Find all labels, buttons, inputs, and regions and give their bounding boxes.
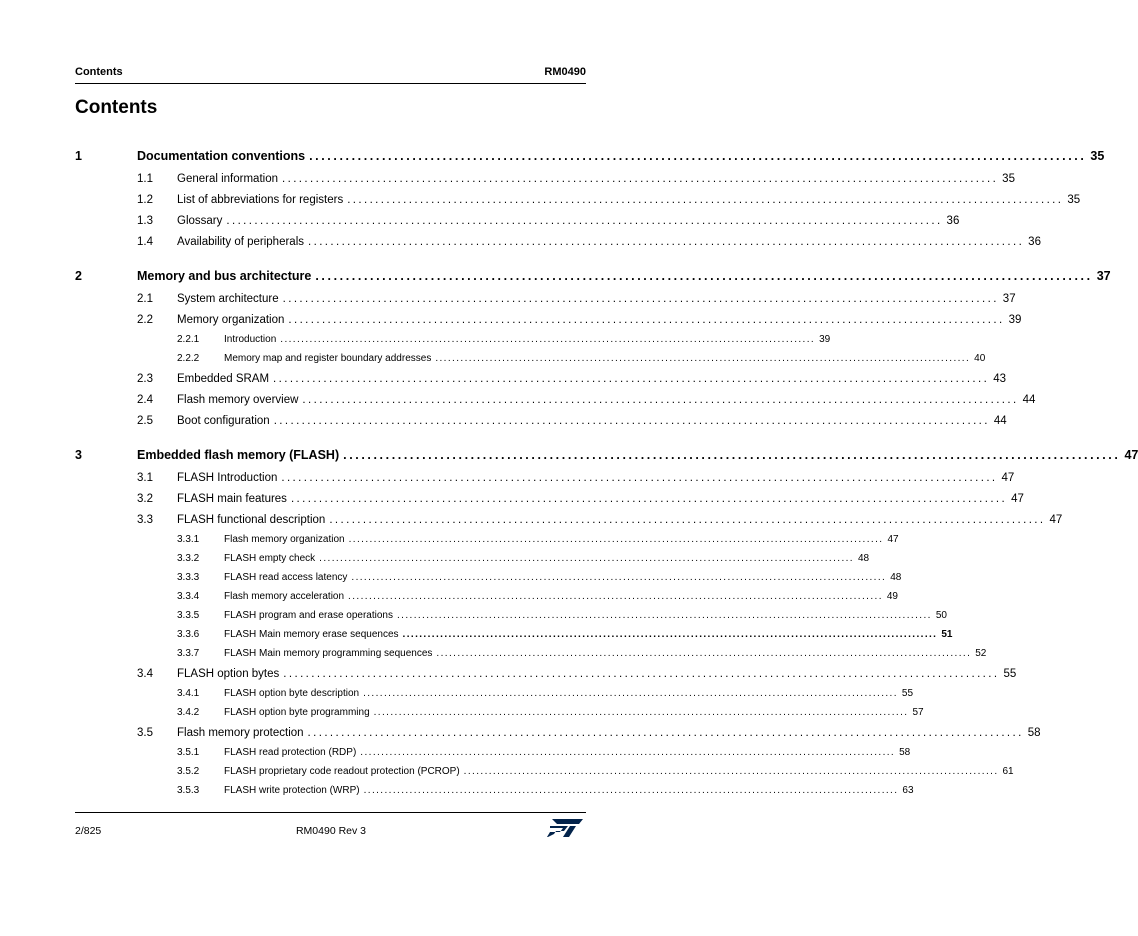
toc-leader-dots: ................................................................................................................................ xyxy=(282,293,999,305)
toc-entry-title[interactable]: Memory and bus architecture xyxy=(137,269,312,283)
toc-entry-page[interactable]: 48 xyxy=(890,572,902,583)
toc-entry-title-line xyxy=(224,332,831,348)
toc-entry[interactable] xyxy=(0,745,911,761)
toc-entry-title-line xyxy=(177,371,1007,387)
toc-leader-dots: ................................................................................................................................ xyxy=(402,629,938,640)
toc-entry-number: 3.3.4 xyxy=(177,591,200,602)
toc-entry-page[interactable]: 49 xyxy=(886,591,898,602)
toc-entry-page[interactable]: 43 xyxy=(993,373,1007,385)
page-number: 2/825 xyxy=(75,825,102,837)
toc-entry[interactable] xyxy=(0,351,986,367)
toc-entry-number: 3.3.7 xyxy=(177,648,200,659)
toc-entry-page[interactable]: 58 xyxy=(899,747,911,758)
toc-entry[interactable] xyxy=(0,413,1007,429)
toc-entry[interactable] xyxy=(0,171,1015,187)
toc-entry-number: 3.5 xyxy=(137,727,153,739)
toc-entry-page[interactable]: 55 xyxy=(901,688,914,699)
toc-entry-page[interactable]: 57 xyxy=(912,707,924,718)
toc-entry-title-line xyxy=(177,171,1015,187)
toc-entry-title[interactable]: FLASH Main memory erase sequences xyxy=(224,629,399,640)
toc-entry-page[interactable]: 63 xyxy=(902,785,914,796)
toc-entry[interactable] xyxy=(0,589,898,605)
toc-entry-title-line xyxy=(177,312,1022,328)
toc-entry[interactable] xyxy=(0,646,987,662)
toc-entry-title-line xyxy=(137,148,1105,164)
st-logo-text: ST xyxy=(546,818,548,819)
toc-entry-title-line xyxy=(224,570,902,586)
toc-entry-number: 3.4.2 xyxy=(177,707,200,718)
toc-entry-page[interactable]: 35 xyxy=(1067,194,1081,206)
toc-entry-number: 3 xyxy=(75,448,82,462)
toc-entry-title-line xyxy=(177,392,1036,408)
toc-entry-page[interactable]: 58 xyxy=(1027,727,1041,739)
toc-entry-title-line xyxy=(224,745,911,761)
toc-entry-title-line xyxy=(224,608,947,624)
toc-entry-number: 2.5 xyxy=(137,415,153,427)
toc-leader-dots: ................................................................................................................................ xyxy=(343,448,1121,462)
toc-leader-dots: ................................................................................................................................ xyxy=(315,269,1093,283)
toc-entry-number: 3.2 xyxy=(137,493,153,505)
toc-entry-page[interactable]: 47 xyxy=(1049,514,1063,526)
toc-entry[interactable] xyxy=(0,470,1015,486)
toc-entry-title-line xyxy=(177,512,1063,528)
toc-entry-number: 3.5.3 xyxy=(177,785,200,796)
toc-entry-number: 1.1 xyxy=(137,173,153,185)
toc-entry-title[interactable]: FLASH option byte programming xyxy=(224,707,370,718)
toc-entry-number: 3.3 xyxy=(137,514,153,526)
toc-entry-title-line xyxy=(177,470,1015,486)
toc-entry[interactable] xyxy=(0,268,1111,284)
toc-entry-title[interactable]: FLASH read protection (RDP) xyxy=(224,747,357,758)
toc-leader-dots: ................................................................................................................................ xyxy=(329,514,1046,526)
toc-entry-page[interactable]: 40 xyxy=(974,353,986,364)
toc-entry-number: 2 xyxy=(75,269,82,283)
toc-leader-dots: ................................................................................................................................ xyxy=(360,747,896,758)
toc-entry-title[interactable]: Embedded SRAM xyxy=(177,373,270,385)
toc-entry[interactable] xyxy=(0,705,924,721)
page-title: Contents xyxy=(75,97,158,118)
header-rule xyxy=(75,83,586,84)
toc-entry-page[interactable]: 47 xyxy=(1011,493,1024,505)
toc-entry[interactable] xyxy=(0,764,1014,780)
toc-leader-dots: ................................................................................................................................ xyxy=(435,353,971,364)
toc-entry[interactable] xyxy=(0,512,1063,528)
toc-entry-title[interactable]: Flash memory overview xyxy=(177,394,299,406)
toc-leader-dots: ................................................................................................................................ xyxy=(288,314,1005,326)
toc-entry-number: 2.2.1 xyxy=(177,334,200,345)
toc-leader-dots: ................................................................................................................................ xyxy=(363,688,898,699)
toc-entry-title-line xyxy=(177,291,1016,307)
toc-entry-number: 2.1 xyxy=(137,293,153,305)
toc-entry-page[interactable]: 37 xyxy=(1002,293,1016,305)
toc-entry-title-line xyxy=(137,447,1138,463)
toc-entry[interactable] xyxy=(0,371,1007,387)
toc-leader-dots: ................................................................................................................................ xyxy=(307,727,1024,739)
toc-entry-title[interactable]: FLASH option bytes xyxy=(177,668,280,680)
toc-entry[interactable] xyxy=(0,148,1105,164)
toc-entry[interactable] xyxy=(0,783,914,799)
toc-entry-number: 3.3.2 xyxy=(177,553,200,564)
toc-entry-title-line xyxy=(177,413,1007,429)
toc-entry-page[interactable]: 37 xyxy=(1096,269,1111,283)
toc-entry-page[interactable]: 55 xyxy=(1003,668,1017,680)
toc-leader-dots: ................................................................................................................................ xyxy=(280,334,816,345)
toc-entry-title[interactable]: FLASH functional description xyxy=(177,514,326,526)
toc-entry-number: 3.4.1 xyxy=(177,688,200,699)
toc-entry-title[interactable]: Embedded flash memory (FLASH) xyxy=(137,448,340,462)
toc-entry-page[interactable]: 50 xyxy=(935,610,947,621)
document-revision: RM0490 Rev 3 xyxy=(295,825,367,837)
toc-entry-number: 2.3 xyxy=(137,373,153,385)
toc-entry-title[interactable]: Memory map and register boundary addresses xyxy=(224,353,432,364)
toc-entry-title[interactable]: FLASH proprietary code readout protection (PCROP) xyxy=(224,766,460,777)
toc-entry-number: 2.2 xyxy=(137,314,153,326)
toc-entry-page[interactable]: 35 xyxy=(1090,149,1105,163)
toc-entry[interactable] xyxy=(0,666,1017,682)
toc-leader-dots: ................................................................................................................................ xyxy=(302,394,1019,406)
toc-entry-title[interactable]: Flash memory acceleration xyxy=(224,591,345,602)
toc-entry-title-line xyxy=(224,551,870,567)
toc-entry[interactable] xyxy=(0,392,1036,408)
toc-entry-number: 3.4 xyxy=(137,668,153,680)
toc-entry-title-line xyxy=(224,627,953,643)
toc-entry-page[interactable]: 61 xyxy=(1002,766,1014,777)
toc-leader-dots: ................................................................................................................................ xyxy=(463,766,999,777)
toc-leader-dots: ................................................................................................................................ xyxy=(351,572,887,583)
st-logo-icon xyxy=(546,818,584,838)
toc-entry[interactable] xyxy=(0,608,947,624)
toc-leader-dots: ................................................................................................................................ xyxy=(348,591,883,602)
toc-entry-number: 3.3.1 xyxy=(177,534,200,545)
toc-leader-dots: ................................................................................................................................ xyxy=(282,173,999,185)
toc-entry-title-line xyxy=(177,666,1017,682)
toc-entry[interactable] xyxy=(0,725,1041,741)
toc-leader-dots: ................................................................................................................................ xyxy=(436,648,972,659)
toc-entry-title-line xyxy=(224,532,899,548)
toc-entry[interactable] xyxy=(0,570,902,586)
toc-leader-dots: ................................................................................................................................ xyxy=(347,194,1064,206)
toc-entry-title-line xyxy=(224,705,924,721)
page-header-left: Contents xyxy=(75,66,123,78)
toc-entry[interactable] xyxy=(0,532,899,548)
page-header-right: RM0490 xyxy=(544,66,586,78)
toc-entry[interactable] xyxy=(0,447,1138,463)
toc-entry-title[interactable]: FLASH read access latency xyxy=(224,572,348,583)
footer-rule xyxy=(75,812,586,813)
toc-entry-title[interactable]: FLASH write protection (WRP) xyxy=(224,785,360,796)
toc-entry[interactable] xyxy=(0,551,870,567)
toc-entry[interactable] xyxy=(0,213,960,229)
toc-entry-title[interactable]: Documentation conventions xyxy=(137,149,306,163)
toc-leader-dots: ................................................................................................................................ xyxy=(363,785,899,796)
toc-entry-number: 1 xyxy=(75,149,82,163)
toc-entry-number: 1.3 xyxy=(137,215,153,227)
toc-entry-page[interactable]: 48 xyxy=(857,553,870,564)
toc-entry[interactable] xyxy=(0,312,1022,328)
toc-entry[interactable] xyxy=(0,291,1016,307)
toc-leader-dots: ................................................................................................................................ xyxy=(290,493,1008,505)
toc-entry-title-line xyxy=(177,213,960,229)
toc-leader-dots: ................................................................................................................................ xyxy=(273,415,990,427)
toc-entry-title[interactable]: Flash memory protection xyxy=(177,727,304,739)
toc-entry-title-line xyxy=(177,491,1024,507)
toc-entry-number: 3.5.1 xyxy=(177,747,200,758)
toc-entry-title-line xyxy=(224,686,914,702)
toc-leader-dots: ................................................................................................................................ xyxy=(281,472,998,484)
toc-entry[interactable] xyxy=(0,332,831,348)
toc-entry-page[interactable]: 39 xyxy=(1008,314,1022,326)
toc-leader-dots: ................................................................................................................................ xyxy=(396,610,932,621)
toc-entry-title[interactable]: FLASH main features xyxy=(177,493,287,505)
toc-entry-number: 3.3.3 xyxy=(177,572,200,583)
toc-entry-page[interactable]: 47 xyxy=(1124,448,1138,462)
toc-entry-number: 1.2 xyxy=(137,194,153,206)
toc-entry-page[interactable]: 35 xyxy=(1002,173,1015,185)
toc-entry-title[interactable]: FLASH Introduction xyxy=(177,472,278,484)
toc-entry-title[interactable]: List of abbreviations for registers xyxy=(177,194,344,206)
toc-leader-dots: ................................................................................................................................ xyxy=(348,534,884,545)
toc-entry-number: 3.1 xyxy=(137,472,153,484)
toc-entry-page[interactable]: 36 xyxy=(946,215,960,227)
toc-entry[interactable] xyxy=(0,686,914,702)
toc-entry-title-line xyxy=(177,192,1081,208)
toc-leader-dots: ................................................................................................................................ xyxy=(319,553,854,564)
toc-leader-dots: ................................................................................................................................ xyxy=(283,668,1000,680)
toc-entry-page[interactable]: 39 xyxy=(819,334,831,345)
toc-entry-title-line xyxy=(177,725,1041,741)
toc-entry-title[interactable]: System architecture xyxy=(177,293,279,305)
toc-entry-title-line xyxy=(177,234,1041,250)
toc-entry[interactable] xyxy=(0,192,1081,208)
toc-entry-title[interactable]: FLASH option byte description xyxy=(224,688,360,699)
toc-entry[interactable] xyxy=(0,491,1024,507)
toc-entry-title[interactable]: FLASH program and erase operations xyxy=(224,610,393,621)
toc-entry-title-line xyxy=(224,783,914,799)
toc-entry-page[interactable]: 44 xyxy=(1022,394,1036,406)
toc-entry[interactable] xyxy=(0,627,953,643)
toc-entry-title[interactable]: Flash memory organization xyxy=(224,534,345,545)
toc-leader-dots: ................................................................................................................................ xyxy=(226,215,943,227)
toc-entry-number: 1.4 xyxy=(137,236,153,248)
toc-entry-title[interactable]: FLASH Main memory programming sequences xyxy=(224,648,433,659)
toc-leader-dots: ................................................................................................................................ xyxy=(273,373,990,385)
toc-entry-number: 2.2.2 xyxy=(177,353,200,364)
toc-leader-dots: ................................................................................................................................ xyxy=(308,236,1025,248)
toc-entry-page[interactable]: 36 xyxy=(1028,236,1041,248)
toc-entry-number: 3.3.5 xyxy=(177,610,200,621)
toc-entry-page[interactable]: 51 xyxy=(941,629,953,640)
toc-entry-title[interactable]: Availability of peripherals xyxy=(177,236,304,248)
toc-entry-title-line xyxy=(224,764,1014,780)
toc-entry-title-line xyxy=(224,589,898,605)
toc-entry-title[interactable]: Introduction xyxy=(224,334,277,345)
toc-entry-number: 3.5.2 xyxy=(177,766,200,777)
toc-entry-title[interactable]: Glossary xyxy=(177,215,223,227)
toc-entry-title[interactable]: Boot configuration xyxy=(177,415,270,427)
toc-entry-title-line xyxy=(224,646,987,662)
toc-entry[interactable] xyxy=(0,234,1041,250)
toc-leader-dots: ................................................................................................................................ xyxy=(309,149,1087,163)
toc-entry-page[interactable]: 44 xyxy=(993,415,1007,427)
toc-entry-number: 2.4 xyxy=(137,394,153,406)
toc-entry-number: 3.3.6 xyxy=(177,629,200,640)
toc-entry-title[interactable]: General information xyxy=(177,173,278,185)
toc-entry-title-line xyxy=(224,351,986,367)
toc-entry-title-line xyxy=(137,268,1111,284)
toc-entry-title[interactable]: Memory organization xyxy=(177,314,285,326)
toc-entry-title[interactable]: FLASH empty check xyxy=(224,553,316,564)
toc-entry-page[interactable]: 47 xyxy=(887,534,899,545)
toc-leader-dots: ................................................................................................................................ xyxy=(373,707,909,718)
toc-entry-page[interactable]: 52 xyxy=(975,648,987,659)
toc-entry-page[interactable]: 47 xyxy=(1001,472,1015,484)
